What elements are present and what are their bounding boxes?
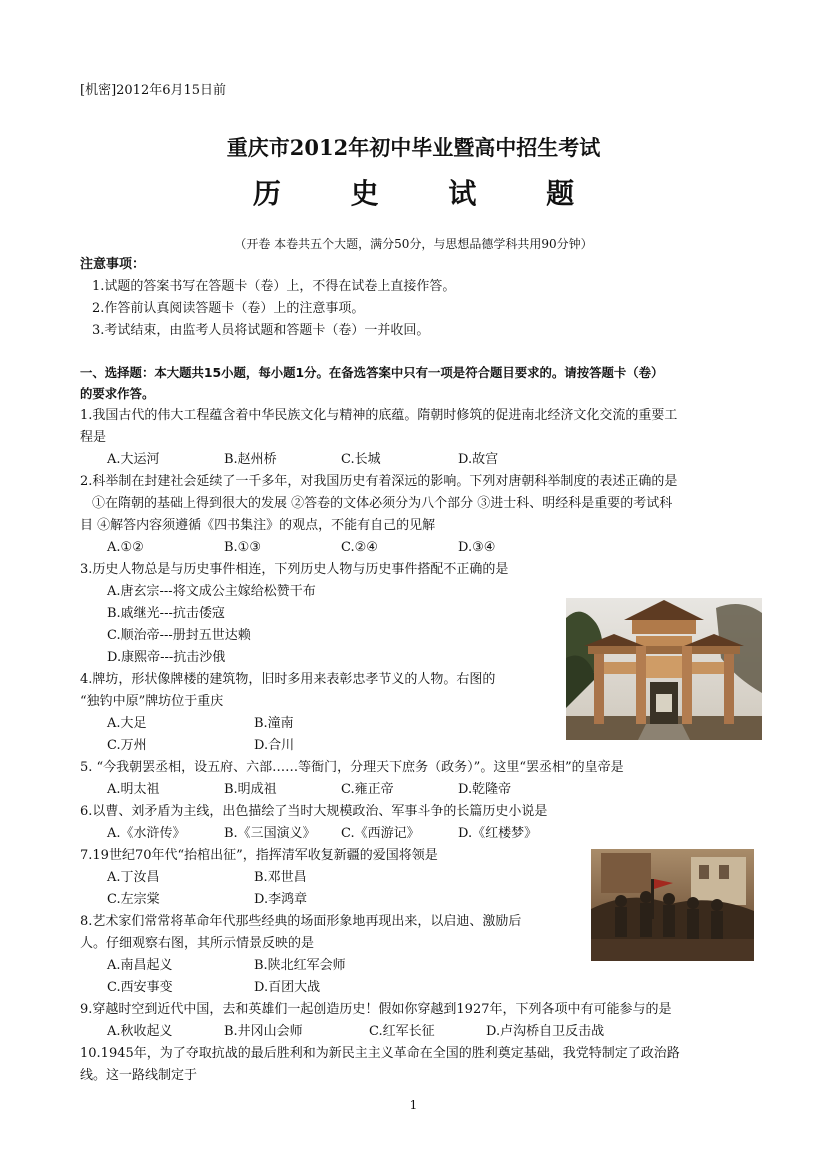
question-9: 9.穿越时空到近代中国，去和英雄们一起创造历史！假如你穿越到1927年，下列各项中有可能参与的是: [80, 1002, 672, 1017]
option: C.红军长征: [369, 1024, 435, 1039]
secret-note: [机密]2012年6月15日前: [80, 83, 227, 98]
archway-photo: [566, 598, 762, 740]
option: B.①③: [224, 540, 261, 555]
question-1-cont: 程是: [80, 430, 107, 445]
option: D.卢沟桥自卫反击战: [486, 1024, 605, 1039]
option: C.②④: [341, 540, 378, 555]
question-3: 3.历史人物总是与历史事件相连，下列历史人物与历史事件搭配不正确的是: [80, 562, 509, 577]
option: A.《水浒传》: [107, 826, 186, 841]
option: B.潼南: [254, 716, 294, 731]
option: A.唐玄宗---将文成公主嫁给松赞干布: [107, 584, 316, 599]
painting-photo: [591, 849, 754, 961]
question-2: 2.科举制在封建社会延续了一千多年，对我国历史有着深远的影响。下列对唐朝科举制度的表述正确的是: [80, 474, 678, 489]
exam-subtitle: （开卷 本卷共五个大题，满分50分，与思想品德学科共用90分钟）: [234, 237, 593, 251]
notice-item: 2.作答前认真阅读答题卡（卷）上的注意事项。: [92, 301, 365, 316]
subject-title: 历 史 试 题: [252, 177, 605, 210]
question-2-cont: ①在隋朝的基础上得到很大的发展 ②答卷的文体必须分为八个部分 ③进士科、明经科是重要的考试科: [92, 496, 673, 511]
option: C.万州: [107, 738, 147, 753]
option: B.邓世昌: [254, 870, 307, 885]
question-4-cont: “独钓中原”牌坊位于重庆: [80, 694, 224, 709]
section-heading: 一、选择题：本大题共15小题，每小题1分。在备选答案中只有一项是符合题目要求的。请按答题卡（卷）: [80, 365, 664, 380]
option: C.顺治帝---册封五世达赖: [107, 628, 251, 643]
option: D.康熙帝---抗击沙俄: [107, 650, 226, 665]
option: A.南昌起义: [107, 958, 173, 973]
option: C.西安事变: [107, 980, 173, 995]
exam-title: 重庆市2012年初中毕业暨高中招生考试: [226, 135, 601, 160]
option: B.戚继光---抗击倭寇: [107, 606, 225, 621]
section-heading-cont: 的要求作答。: [80, 386, 155, 401]
page-number: 1: [409, 1098, 418, 1112]
notice-item: 1.试题的答案书写在答题卡（卷）上，不得在试卷上直接作答。: [92, 279, 456, 294]
question-4: 4.牌坊，形状像牌楼的建筑物，旧时多用来表彰忠孝节义的人物。右图的: [80, 672, 496, 687]
notice-heading: 注意事项：: [80, 257, 146, 272]
option: D.故宫: [458, 452, 499, 467]
option: B.陕北红军会师: [254, 958, 346, 973]
question-7: 7.19世纪70年代“抬棺出征”，指挥清军收复新疆的爱国将领是: [80, 848, 438, 863]
option: D.③④: [458, 540, 496, 555]
option: D.乾隆帝: [458, 782, 512, 797]
question-10-cont: 线。这一路线制定于: [80, 1068, 198, 1083]
question-5: 5. “今我朝罢丞相，设五府、六部……等衙门，分理天下庶务（政务）”。这里“罢丞相”的皇帝是: [80, 760, 624, 775]
option: C.雍正帝: [341, 782, 394, 797]
option: A.明太祖: [107, 782, 160, 797]
option: D.李鸿章: [254, 892, 308, 907]
option: A.丁汝昌: [107, 870, 160, 885]
question-8: 8.艺术家们常常将革命年代那些经典的场面形象地再现出来，以启迪、激励后: [80, 914, 522, 929]
option: D.合川: [254, 738, 295, 753]
option: D.百团大战: [254, 980, 321, 995]
question-2-cont: 目 ④解答内容须遵循《四书集注》的观点，不能有自己的见解: [80, 518, 436, 533]
option: A.①②: [107, 540, 144, 555]
question-8-cont: 人。仔细观察右图，其所示情景反映的是: [80, 936, 315, 951]
option: B.《三国演义》: [224, 826, 316, 841]
option: B.赵州桥: [224, 452, 277, 467]
question-6: 6.以曹、刘矛盾为主线，出色描绘了当时大规模政治、军事斗争的长篇历史小说是: [80, 804, 548, 819]
option: C.左宗棠: [107, 892, 160, 907]
question-1: 1.我国古代的伟大工程蕴含着中华民族文化与精神的底蕴。隋朝时修筑的促进南北经济文化交流的重要工: [80, 408, 678, 423]
option: C.长城: [341, 452, 381, 467]
option: C.《西游记》: [341, 826, 420, 841]
notice-item: 3.考试结束，由监考人员将试题和答题卡（卷）一并收回。: [92, 323, 430, 338]
option: D.《红楼梦》: [458, 826, 538, 841]
option: A.大运河: [107, 452, 160, 467]
option: B.井冈山会师: [224, 1024, 303, 1039]
question-10: 10.1945年，为了夺取抗战的最后胜利和为新民主主义革命在全国的胜利奠定基础，我党特制定了政治路: [80, 1046, 680, 1061]
option: A.大足: [107, 716, 147, 731]
option: B.明成祖: [224, 782, 277, 797]
option: A.秋收起义: [107, 1024, 173, 1039]
